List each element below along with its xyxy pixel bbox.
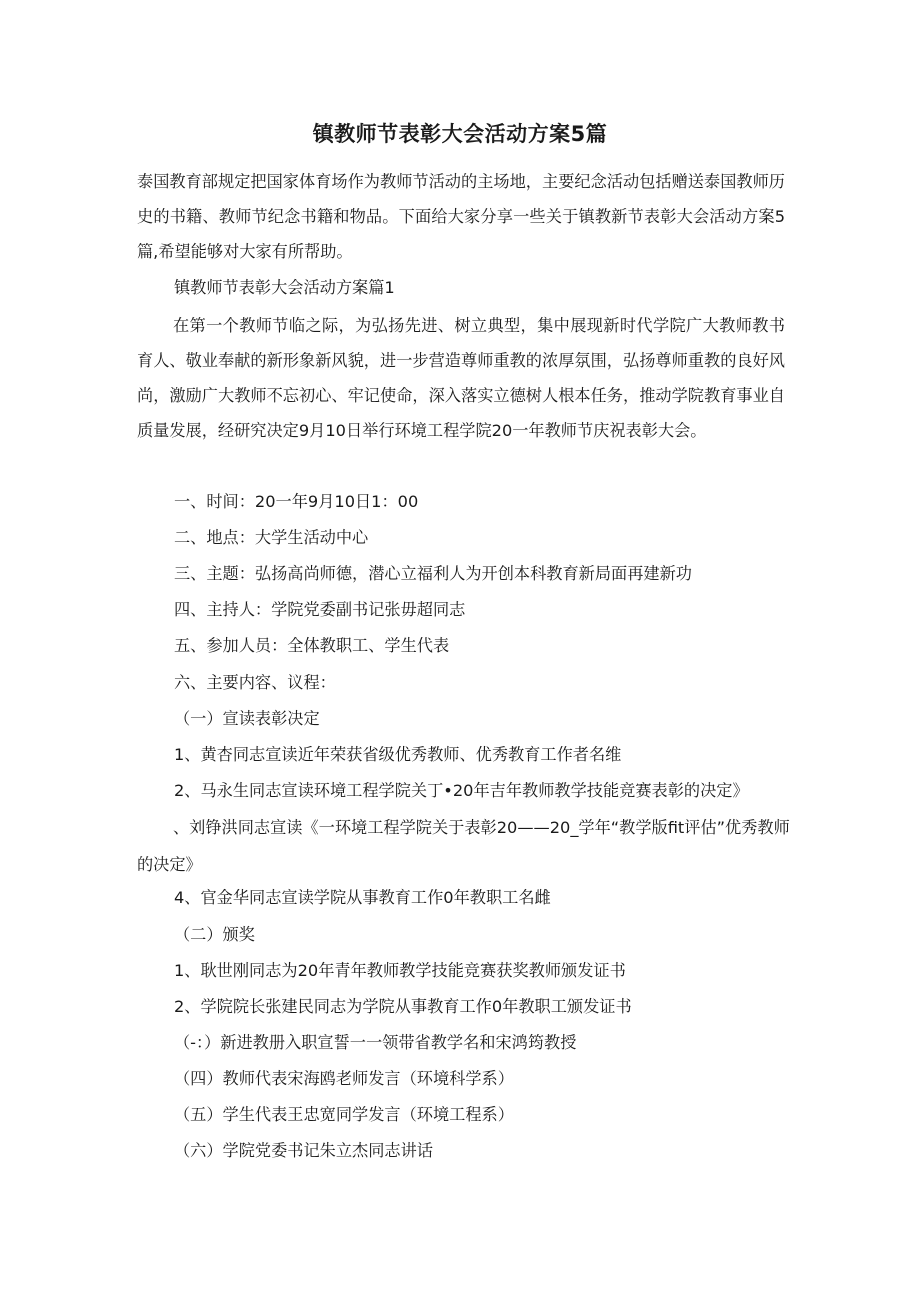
list-item: 1、耿世刚同志为20年青年教师教学技能竞赛获奖教师颁发证书 [174,961,626,980]
list-item: 三、主题：弘扬高尚师德，潜心立福利人为开创本科教育新局面再建新功 [174,564,692,583]
list-item: （一）宣读表彰决定 [174,709,320,728]
list-item: 、刘铮洪同志宣读《一环境工程学院关于表彰20——20_学年“教学版fit评估”优秀教师的决定》 [137,818,790,874]
list-item: （五）学生代表王忠宽同学发言（环境工程系） [174,1105,514,1124]
list-item: （四）教师代表宋海鸥老师发言（环境科学系） [174,1069,514,1088]
list-item: 二、地点：大学生活动中心 [174,528,369,547]
list-item: 2、学院院长张建民同志为学院从事教育工作0年教职工颁发证书 [174,997,632,1016]
list-item: （六）学院党委书记朱立杰同志讲话 [174,1141,433,1160]
list-item: 四、主持人：学院党委副书记张毋超同志 [174,600,466,619]
intro-paragraph: 泰国教育部规定把国家体育场作为教师节活动的主场地，主要纪念活动包括赠送泰国教师历史的书籍、教师节纪念书籍和物品。下面给大家分享一些关于镇教新节表彰大会活动方案5篇,希望能够对大家有所帮助。 [137,172,785,261]
list-item: 六、主要内容、议程： [174,673,336,692]
list-item: 4、官金华同志宣读学院从事教育工作0年教职工名雌 [174,888,551,907]
list-item: 2、马永生同志宣读环境工程学院关丁•20年吉年教师教学技能竞赛表彰的决定》 [174,781,749,800]
list-item: （-：）新进教册入职宣誓一一领带省教学名和宋鸿筠教授 [174,1033,577,1052]
body-paragraph: 在第一个教师节临之际，为弘扬先进、树立典型，集中展现新时代学院广大教师教书育人、敬业奉献的新形象新风貌，进一步营造尊师重教的浓厚氛围，弘扬尊师重教的良好风尚，激励广大教师不忘初心、牢记使命，深入落实立德树人根本任务，推动学院教育事业自质量发展，经研究决定9月10日举行环境工程学院20一年教师节庆祝表彰大会。 [137,316,785,440]
section-heading: 镇教师节表彰大会活动方案篇1 [174,278,395,297]
list-item: 五、参加人员：全体教职工、学生代表 [174,636,450,655]
list-item: 一、时间：20一年9月10日1：00 [174,492,419,511]
list-item: 1、黄杏同志宣读近年荣获省级优秀教师、优秀教育工作者名维 [174,745,622,764]
list-item: （二）颁奖 [174,925,255,944]
document-title: 镇教师节表彰大会活动方案5篇 [312,122,608,146]
